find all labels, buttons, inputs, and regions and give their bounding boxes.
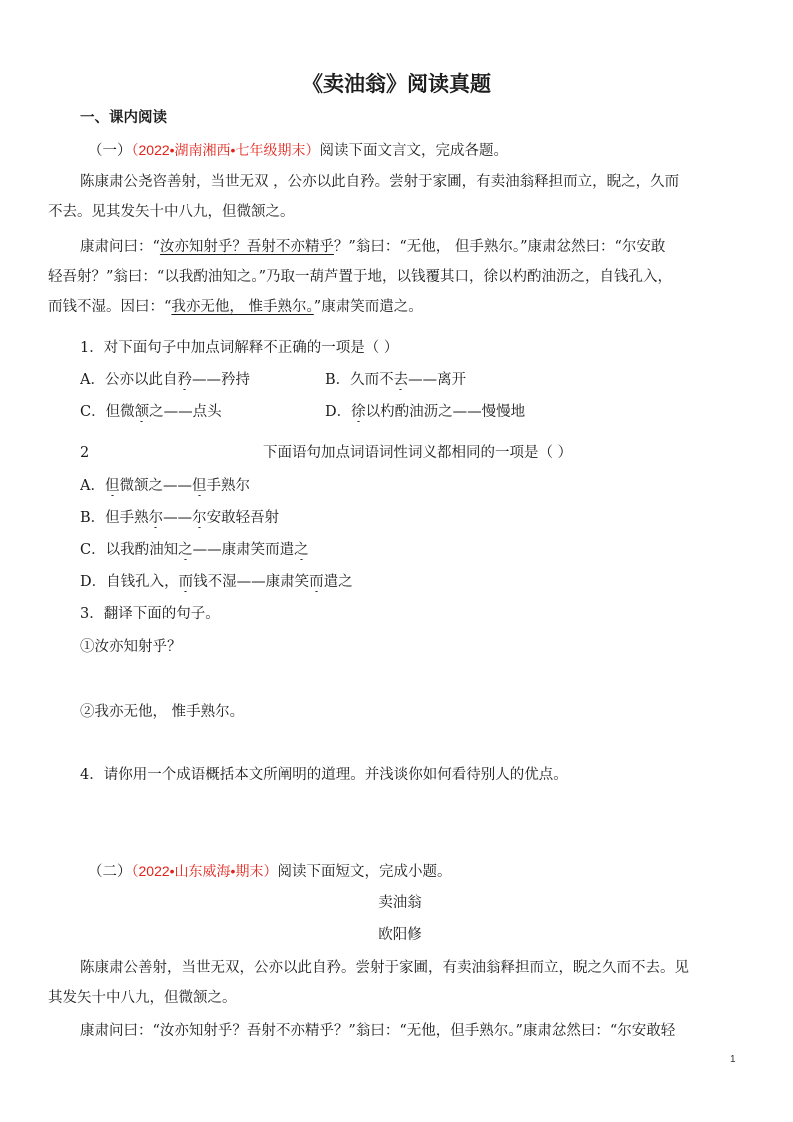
part1-prefix: （一） [88, 143, 132, 159]
page-title: 《卖油翁》阅读真题 [302, 71, 491, 96]
part2-header [88, 861, 728, 882]
part2-source: （2022•山东威海•期末） [131, 863, 278, 879]
q1-option-d: D．徐以杓酌油沥之——慢慢地 [325, 404, 526, 420]
passage-line-4: 轻吾射？”翁曰：“以我酌油知之。”乃取一葫芦置于地，以钱覆其口，徐以杓酌油沥之，自钱孔入， [48, 269, 672, 285]
passage-line-3: 康肃问曰：“汝亦知射乎？吾射不亦精乎？”翁曰：“无他， 但手熟尔。”康肃忿然曰：“尔安敢 [80, 239, 666, 255]
part1-source: （2022•湖南湘西•七年级期末） [131, 142, 320, 158]
part2-line-2: 其发矢十中八九，但微颔之。 [48, 990, 237, 1006]
part2-line-3: 康肃问曰：“汝亦知射乎？吾射不亦精乎？”翁曰：“无他，但手熟尔。”康肃忿然曰：“尔安敢轻 [80, 1023, 676, 1039]
text-title: 卖油翁 [378, 895, 422, 911]
part2-instruction: 阅读下面短文，完成小题。 [277, 864, 452, 880]
text-author: 欧阳修 [378, 927, 422, 943]
question-3-stem: 3．翻译下面的句子。 [80, 606, 220, 622]
q2-option-d: D．自钱孔入，而钱不湿——康肃笑而遣之 [80, 574, 353, 590]
underlined-sentence-2: 我亦无他， 惟手熟尔。 [171, 299, 314, 315]
page-number: 1 [730, 1054, 736, 1065]
part2-line-1: 陈康肃公善射，当世无双，公亦以此自矜。尝射于家圃，有卖油翁释担而立，睨之久而不去。见 [80, 960, 689, 976]
passage-line-1: 陈康肃公尧咨善射，当世无双 ，公亦以此自矜。尝射于家圃，有卖油翁释担而立，睨之，久而 [80, 174, 680, 190]
question-2-stem [80, 443, 720, 463]
q2-option-a: A．但微颔之——但手熟尔 [80, 478, 250, 494]
passage-line-2: 不去。见其发矢十中八九，但微颔之。 [48, 204, 295, 220]
q2-option-c: C．以我酌油知之——康肃笑而遣之 [80, 542, 309, 558]
q1-option-b: B．久而不去——离开 [325, 372, 467, 388]
q3-sentence-2: ②我亦无他， 惟手熟尔。 [80, 704, 245, 720]
part1-header [88, 140, 728, 161]
q1-option-a: A．公亦以此自矜——矜持 [80, 372, 250, 388]
part2-prefix: （二） [88, 864, 132, 880]
q2-number: 2 [80, 445, 90, 461]
q3-sentence-1: ①汝亦知射乎？ [80, 639, 182, 655]
question-1-options-cd [80, 402, 720, 422]
part1-instruction: 阅读下面文言文，完成各题。 [319, 143, 508, 159]
question-1-stem: 1．对下面句子中加点词解释不正确的一项是（ ） [80, 340, 399, 356]
underlined-sentence-1: 汝亦知射乎？吾射不亦精乎 [159, 239, 334, 255]
question-1-options-ab [80, 370, 720, 390]
q1-option-c: C．但微颔之——点头 [80, 404, 222, 420]
question-4-stem: 4．请你用一个成语概括本文所阐明的道理。并浅谈你如何看待别人的优点。 [80, 767, 568, 783]
q2-text: 下面语句加点词语词性词义都相同的一项是（ ） [263, 445, 573, 461]
passage-line-5: 而钱不湿。因曰：“我亦无他， 惟手熟尔。”康肃笑而遣之。 [48, 299, 423, 315]
q2-option-b: B．但手熟尔——尔安敢轻吾射 [80, 510, 280, 526]
section-heading: 一、课内阅读 [80, 109, 167, 126]
